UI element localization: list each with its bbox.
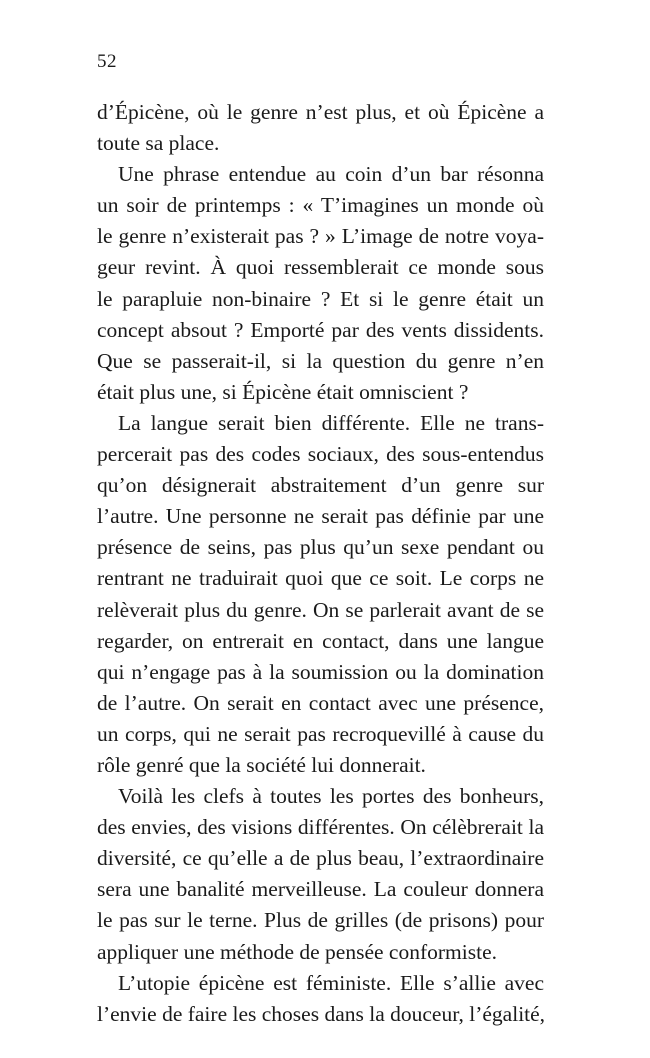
text-line: l’envie de faire les choses dans la douceur, l’égalité, xyxy=(97,1001,546,1026)
text-line: appliquer une méthode de pensée conformiste. xyxy=(97,939,497,964)
text-line: relèverait plus du genre. On se parlerait avant de se xyxy=(97,597,544,622)
text-line: qui n’engage pas à la soumission ou la domination xyxy=(97,659,544,684)
text-line: toute sa place. xyxy=(97,131,220,156)
text-line: rôle genré que la société lui donnerait. xyxy=(97,752,426,777)
text-line: de l’autre. On serait en contact avec une présence, xyxy=(97,690,544,715)
page-number: 52 xyxy=(97,51,117,72)
text-line: le parapluie non-binaire ? Et si le genre était un xyxy=(97,286,544,311)
paragraph-first-line: Une phrase entendue au coin d’un bar résonna xyxy=(118,162,544,187)
text-line: diversité, ce qu’elle a de plus beau, l’extraordinaire xyxy=(97,846,544,871)
text-line: rentrant ne traduirait quoi que ce soit. Le corps ne xyxy=(97,566,544,591)
text-line: d’Épicène, où le genre n’est plus, et où Épicène a xyxy=(97,100,544,124)
text-line: qu’on désignerait abstraitement d’un genre sur xyxy=(97,473,544,498)
body-text xyxy=(97,97,544,1030)
text-line: des envies, des visions différentes. On célèbrerait la xyxy=(97,815,544,840)
text-line: percerait pas des codes sociaux, des sous-entendus xyxy=(97,442,544,467)
text-line: un soir de printemps : « T’imagines un monde où xyxy=(97,193,544,218)
paragraph-first-line: Voilà les clefs à toutes les portes des bonheurs, xyxy=(118,784,544,809)
text-line: le genre n’existerait pas ? » L’image de notre voya- xyxy=(97,224,544,249)
text-line: regarder, on entrerait en contact, dans une langue xyxy=(97,628,544,653)
text-line: sera une banalité merveilleuse. La couleur donnera xyxy=(97,877,544,902)
text-line: concept absout ? Emporté par des vents dissidents. xyxy=(97,317,544,342)
text-line: un corps, qui ne serait pas recroquevillé à cause du xyxy=(97,721,544,746)
text-line: le pas sur le terne. Plus de grilles (de prisons) pour xyxy=(97,908,544,933)
paragraph-first-line: La langue serait bien différente. Elle ne trans- xyxy=(118,410,544,435)
paragraph-first-line: L’utopie épicène est féministe. Elle s’allie avec xyxy=(118,970,544,995)
text-line: présence de seins, pas plus qu’un sexe pendant ou xyxy=(97,535,544,560)
text-line: l’autre. Une personne ne serait pas définie par une xyxy=(97,504,544,529)
text-line: geur revint. À quoi ressemblerait ce monde sous xyxy=(97,255,544,280)
text-line: Que se passerait-il, si la question du genre n’en xyxy=(97,348,544,373)
text-line: était plus une, si Épicène était omniscient ? xyxy=(97,379,469,404)
